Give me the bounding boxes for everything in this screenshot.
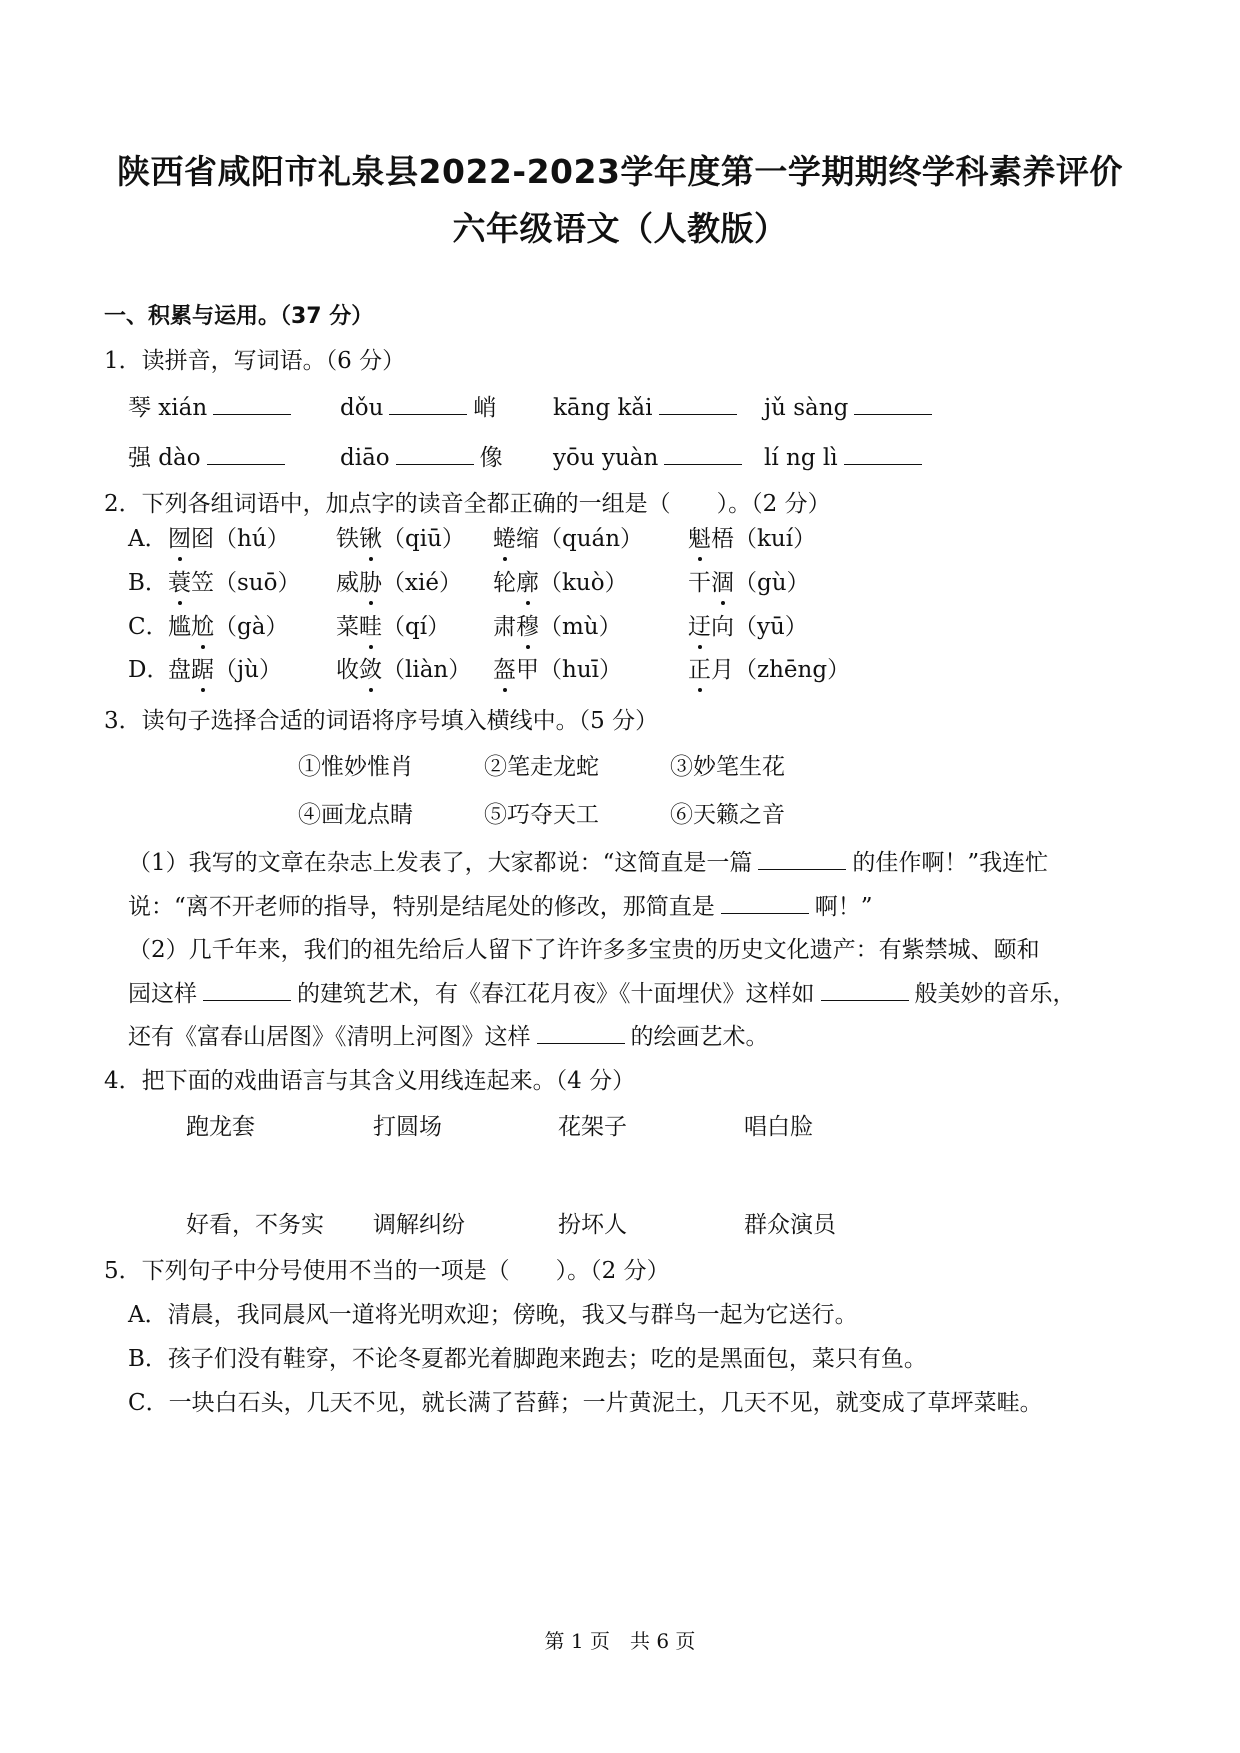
word-with-pinyin bbox=[168, 568, 300, 598]
char: 迂 bbox=[688, 614, 711, 640]
answer-blank[interactable] bbox=[721, 893, 809, 914]
char: 囫 bbox=[168, 526, 191, 552]
word-with-pinyin bbox=[336, 568, 462, 598]
pinyin-text: dǒu bbox=[340, 395, 384, 421]
pinyin-text: lí ng lì bbox=[764, 445, 838, 471]
pinyin: （xié） bbox=[382, 570, 462, 596]
term-meaning[interactable]: 扮坏人 bbox=[558, 1212, 627, 1238]
answer-blank[interactable] bbox=[389, 394, 467, 415]
char: 月 bbox=[711, 657, 734, 683]
pinyin: （liàn） bbox=[382, 657, 472, 683]
pinyin: （hú） bbox=[214, 526, 290, 552]
char: 蓑 bbox=[168, 570, 191, 596]
pinyin-item bbox=[340, 393, 496, 423]
pinyin-text: kāng kǎi bbox=[553, 395, 653, 421]
char: 盔 bbox=[493, 657, 516, 683]
pinyin: （suō） bbox=[214, 570, 301, 596]
char: 收 bbox=[336, 657, 359, 683]
pinyin-text: jǔ sàng bbox=[764, 395, 849, 421]
page-footer: 第 1 页 共 6 页 bbox=[544, 1629, 696, 1653]
question-4-stem: 4．把下面的戏曲语言与其含义用线连起来。（4 分） bbox=[104, 1068, 636, 1094]
q3-sentence-1-line-2 bbox=[128, 892, 873, 922]
char: 正 bbox=[688, 657, 711, 683]
word-with-pinyin bbox=[688, 524, 816, 554]
word-choice: ⑤巧夺天工 bbox=[484, 802, 599, 828]
section-heading: 一、积累与运用。（37 分） bbox=[104, 304, 374, 329]
pinyin: （gù） bbox=[734, 570, 810, 596]
char: 向 bbox=[711, 614, 734, 640]
char: 涸 bbox=[711, 570, 734, 596]
word-with-pinyin bbox=[168, 655, 282, 685]
opera-term[interactable]: 跑龙套 bbox=[186, 1114, 255, 1140]
pinyin: （mù） bbox=[539, 614, 622, 640]
word-choice: ③妙笔生花 bbox=[670, 754, 785, 780]
pinyin-suffix: 像 bbox=[479, 445, 503, 471]
exam-subtitle: 六年级语文（人教版） bbox=[452, 209, 788, 248]
word-with-pinyin bbox=[688, 568, 810, 598]
pinyin: （quán） bbox=[539, 526, 644, 552]
pinyin: （kuí） bbox=[734, 526, 817, 552]
char: 廓 bbox=[516, 570, 539, 596]
pinyin: （gà） bbox=[214, 614, 289, 640]
word-with-pinyin bbox=[168, 524, 290, 554]
char: 锹 bbox=[359, 526, 382, 552]
answer-blank[interactable] bbox=[207, 444, 285, 465]
q3-sentence-1-line-1 bbox=[128, 848, 1048, 878]
option-label: C． bbox=[128, 614, 169, 640]
option-label: A． bbox=[128, 526, 168, 552]
char: 尴 bbox=[168, 614, 191, 640]
answer-blank[interactable] bbox=[854, 394, 932, 415]
word-with-pinyin bbox=[688, 612, 808, 642]
q3-text: 园这样 bbox=[128, 981, 197, 1007]
pinyin-text: 琴 xián bbox=[128, 395, 208, 421]
q5-option-c: C．一块白石头，几天不见，就长满了苔藓；一片黄泥土，几天不见，就变成了草坪菜畦。 bbox=[128, 1390, 1043, 1416]
answer-blank[interactable] bbox=[203, 980, 291, 1001]
word-with-pinyin bbox=[493, 612, 622, 642]
question-5-stem: 5．下列句子中分号使用不当的一项是（ ）。（2 分） bbox=[104, 1258, 670, 1284]
answer-blank[interactable] bbox=[537, 1023, 625, 1044]
q3-text: 般美妙的音乐， bbox=[914, 981, 1076, 1007]
question-3-stem: 3．读句子选择合适的词语将序号填入横线中。（5 分） bbox=[104, 708, 659, 734]
opera-term[interactable]: 打圆场 bbox=[373, 1114, 442, 1140]
char: 踞 bbox=[191, 657, 214, 683]
term-meaning[interactable]: 好看，不务实 bbox=[186, 1212, 324, 1238]
exam-title: 陕西省咸阳市礼泉县2022-2023学年度第一学期期终学科素养评价 bbox=[117, 152, 1123, 191]
q3-text: 还有《富春山居图》《清明上河图》这样 bbox=[128, 1024, 531, 1050]
char: 魁 bbox=[688, 526, 711, 552]
q5-option-b: B．孩子们没有鞋穿，不论冬夏都光着脚跑来跑去；吃的是黑面包，菜只有鱼。 bbox=[128, 1346, 927, 1372]
pinyin-item bbox=[128, 393, 297, 423]
pinyin-item bbox=[553, 443, 748, 473]
q3-text: 的佳作啊！”我连忙 bbox=[852, 850, 1049, 876]
char: 肃 bbox=[493, 614, 516, 640]
char: 甲 bbox=[516, 657, 539, 683]
option-label: D． bbox=[128, 657, 170, 683]
pinyin-item bbox=[340, 443, 503, 473]
pinyin-item bbox=[128, 443, 291, 473]
q3-text: 啊！” bbox=[814, 894, 873, 920]
question-2-stem: 2．下列各组词语中，加点字的读音全都正确的一组是（ ）。（2 分） bbox=[104, 491, 831, 517]
pinyin-item bbox=[764, 443, 928, 473]
word-choice: ⑥天籁之音 bbox=[670, 802, 785, 828]
answer-blank[interactable] bbox=[396, 444, 474, 465]
char: 畦 bbox=[359, 614, 382, 640]
pinyin: （yū） bbox=[734, 614, 808, 640]
pinyin-text: 强 dào bbox=[128, 445, 201, 471]
pinyin: （qiū） bbox=[382, 526, 465, 552]
pinyin: （huī） bbox=[539, 657, 622, 683]
char: 轮 bbox=[493, 570, 516, 596]
char: 穆 bbox=[516, 614, 539, 640]
opera-term[interactable]: 唱白脸 bbox=[744, 1114, 813, 1140]
pinyin-item bbox=[553, 393, 743, 423]
pinyin: （kuò） bbox=[539, 570, 628, 596]
word-choice: ④画龙点睛 bbox=[298, 802, 413, 828]
term-meaning[interactable]: 调解纠纷 bbox=[373, 1212, 465, 1238]
pinyin: （zhēng） bbox=[734, 657, 851, 683]
char: 盘 bbox=[168, 657, 191, 683]
q3-sentence-2-line-2 bbox=[128, 979, 1076, 1009]
q5-option-a: A．清晨，我同晨风一道将光明欢迎；傍晚，我又与群鸟一起为它送行。 bbox=[128, 1302, 858, 1328]
char: 干 bbox=[688, 570, 711, 596]
word-with-pinyin bbox=[493, 655, 622, 685]
pinyin: （qí） bbox=[382, 614, 451, 640]
word-choice: ①惟妙惟肖 bbox=[298, 754, 413, 780]
q3-text: 的建筑艺术，有《春江花月夜》《十面埋伏》这样如 bbox=[297, 981, 815, 1007]
answer-blank[interactable] bbox=[213, 394, 291, 415]
word-with-pinyin bbox=[168, 612, 288, 642]
word-with-pinyin bbox=[493, 524, 643, 554]
char: 铁 bbox=[336, 526, 359, 552]
word-choice: ②笔走龙蛇 bbox=[484, 754, 599, 780]
char: 囵 bbox=[191, 526, 214, 552]
pinyin-item bbox=[764, 393, 938, 423]
pinyin-suffix: 峭 bbox=[473, 395, 497, 421]
q3-text: （1）我写的文章在杂志上发表了，大家都说：“这简直是一篇 bbox=[128, 850, 753, 876]
q3-sentence-2-line-3 bbox=[128, 1022, 769, 1052]
option-label: B． bbox=[128, 570, 168, 596]
word-with-pinyin bbox=[336, 524, 465, 554]
word-with-pinyin bbox=[688, 655, 850, 685]
char: 缩 bbox=[516, 526, 539, 552]
answer-blank[interactable] bbox=[659, 394, 737, 415]
char: 威 bbox=[336, 570, 359, 596]
char: 尬 bbox=[191, 614, 214, 640]
opera-term[interactable]: 花架子 bbox=[558, 1114, 627, 1140]
answer-blank[interactable] bbox=[758, 849, 846, 870]
pinyin-text: diāo bbox=[340, 445, 390, 471]
pinyin: （jù） bbox=[214, 657, 282, 683]
answer-blank[interactable] bbox=[664, 444, 742, 465]
char: 笠 bbox=[191, 570, 214, 596]
q3-text: 的绘画艺术。 bbox=[630, 1024, 769, 1050]
char: 蜷 bbox=[493, 526, 516, 552]
answer-blank[interactable] bbox=[821, 980, 909, 1001]
pinyin-text: yōu yuàn bbox=[553, 445, 659, 471]
word-with-pinyin bbox=[336, 612, 450, 642]
word-with-pinyin bbox=[336, 655, 471, 685]
q3-text: 说：“离不开老师的指导，特别是结尾处的修改，那简直是 bbox=[128, 894, 715, 920]
char: 胁 bbox=[359, 570, 382, 596]
q3-sentence-2-line-1: （2）几千年来，我们的祖先给后人留下了许许多多宝贵的历史文化遗产：有紫禁城、颐和 bbox=[128, 937, 1040, 963]
answer-blank[interactable] bbox=[844, 444, 922, 465]
char: 菜 bbox=[336, 614, 359, 640]
question-1-stem: 1．读拼音，写词语。（6 分） bbox=[104, 348, 406, 374]
char: 梧 bbox=[711, 526, 734, 552]
char: 敛 bbox=[359, 657, 382, 683]
word-with-pinyin bbox=[493, 568, 628, 598]
term-meaning[interactable]: 群众演员 bbox=[744, 1212, 836, 1238]
